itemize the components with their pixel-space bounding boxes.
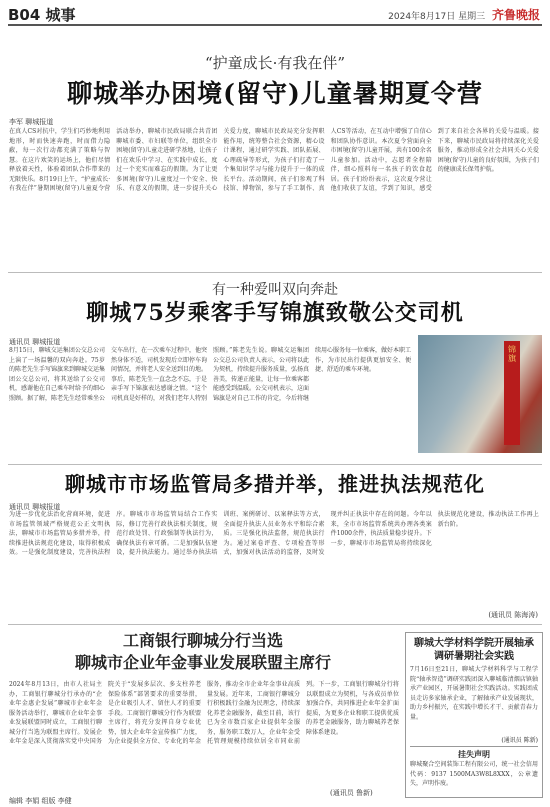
article2-kicker: 有一种爱叫双向奔赴 <box>212 282 338 298</box>
article2-byline: 通讯员 聊城报道 <box>9 338 61 346</box>
divider <box>8 272 542 273</box>
notice-box <box>410 746 538 790</box>
divider <box>8 624 542 625</box>
article1-headline: 聊城举办困境(留守)儿童暑期夏令营 <box>67 79 483 108</box>
article4-headline-line1: 工商银行聊城分行当选 <box>122 631 283 650</box>
article1-byline: 李军 聊城报道 <box>9 118 54 126</box>
article2-body: 8月15日，聊城交运集团公交总公司上演了一场温馨的双向奔赴。75岁的陈老先生手写锦旗来到聊城交运集团公交总公司，将其送给了公交司机，感谢他在自己乘车时给予的细心照顾。据了解，陈老先生经常乘坐公交车出行，在一次乘车过程中，他突然身体不适，司机发现后立即停车询问情况，并将老人安全送到目的地。事后，陈老先生一直念念不忘，于是亲手写下锦旗表达感谢之情。“这个司机真是好样的，对我们老年人特别照顾。”陈老先生说。聊城交运集团公交总公司负责人表示，公司将以此为契机，持续提升服务质量，弘扬真善美，传递正能量，让每一位乘客都能感受到温暖。公交司机表示，这面锦旗是对自己工作的肯定，今后将继续用心服务每一位乘客，做好本职工作，为市民出行提供更加安全、便捷、舒适的乘车环境。 <box>9 347 411 402</box>
article4-body: 2024年8月13日，由市人社局主办，工商银行聊城分行承办的“企业年金惠企发展”聊城市企业年金服务活动举行，聊城市企业年金事业发展联盟同时成立，工商银行聊城分行当选为联盟主席行。发展企业年金是深入贯彻落实党中央国务院关于“发展多层次、多支柱养老保险体系”部署要求的重要举措，是企业吸引人才、留住人才的重要手段。工商银行聊城分行作为联盟主席行，将充分发挥自身专业优势，加大企业年金宣传推广力度，为企业提供全方位、专业化的年金服务，推动全市企业年金事业高质量发展。近年来，工商银行聊城分行积极践行金融为民理念，持续深化养老金融服务，截至目前，该行已为全市数百家企业提供年金服务，服务职工数万人，企业年金受托管理规模持续位居全市同业前列。下一步，工商银行聊城分行将以联盟成立为契机，与各成员单位加强合作，共同推进企业年金扩面提质，为更多企业和职工提供优质的养老金融服务，助力聊城养老保障体系建设。 <box>9 681 399 745</box>
article3-credit: (通讯员 陈海涛) <box>488 611 538 619</box>
newspaper-logo: 齐鲁晚报 <box>491 8 540 22</box>
header-rule <box>8 24 542 26</box>
sidebar-box <box>405 632 543 798</box>
notice-title: 挂失声明 <box>458 749 490 759</box>
sidebar-body: 7月16日至21日，聊城大学材料科学与工程学院“轴承智造”调研实践团深入聊城临清烟店镇轴承产业园区，开展暑期社会实践活动。实践团成员走访多家轴承企业，了解轴承产业发展现状，助力乡村振兴，在实践中增长才干、贡献青春力量。 <box>410 666 538 721</box>
date-line: 2024年8月17日 星期三 <box>388 12 486 22</box>
article3-byline: 通讯员 聊城报道 <box>9 503 61 511</box>
article1-body: 在真人CS对抗中，学生们巧妙地利用地形，时而快速奔跑，时而借力隐蔽，每一次行动都充满了策略与智慧。在这片欢笑的运场上，他们尽情释放着天性，体验着团队合作带来的无限快乐。8月19日上午，“护童成长·有我在伴”暑期困境(留守)儿童夏令营活动举办，聊城市民政局联合共青团聊城市委、市妇联等单位，组织全市困境(留守)儿童走进研学基地，让孩子们在欢乐中学习、在实践中成长，度过一个充实而难忘的假期。为了让更多困境(留守)儿童度过一个安全、快乐、有意义的假期，进一步提升关心关爱力度，聊城市民政局充分发挥职能作用，统筹整合社会资源，精心设计课程，通过研学实践、团队拓展、心理疏导等形式，为孩子们打造了一个集知识学习与能力提升于一体的成长平台。活动期间，孩子们参观了科技馆、博物馆，参与了手工制作、真人CS等活动，在互动中增强了自信心和团队协作意识。本次夏令营面向全市困境(留守)儿童开展，共有100余名儿童参加。活动中，志愿者全程陪伴，细心照料每一名孩子的饮食起居。孩子们纷纷表示，这次夏令营让他们收获了友谊，学到了知识，感受到了来自社会各界的关爱与温暖。接下来，聊城市民政局将持续深化关爱服务，推动形成全社会共同关心关爱困境(留守)儿童的良好氛围，为孩子们的健康成长保驾护航。 <box>9 128 539 192</box>
sidebar-title: 聊城大学材料学院开展轴承调研暑期社会实践 <box>414 638 534 662</box>
article3-headline: 聊城市市场监管局多措并举，推进执法规范化 <box>65 472 485 496</box>
photo-banner-text: 锦旗 <box>508 345 516 363</box>
article4-credit: (通讯员 鲁新) <box>330 789 373 797</box>
notice-body: 聊城聚合空间装饰工程有限公司，统一社会信用代码：9137 1500MA3W8L8XXX，公章遗失，声明作废。 <box>410 761 538 787</box>
divider <box>8 464 542 465</box>
date-and-logo <box>388 6 540 23</box>
article3-body: 为进一步优化法治化营商环境，促进市场监管领域严格规范公正文明执法，聊城市市场监管局多措并举，持续推进执法规范化建设，取得积极成效。一是强化制度建设，完善执法程序。聊城市市场监管局结合工作实际，修订完善行政执法相关制度，规范行政处罚、行政强制等执法行为，确保执法有章可循。二是加强队伍建设，提升执法能力。通过举办执法培训班、案例研讨、以案释法等方式，全面提升执法人员业务水平和综合素质。三是强化执法监督，规范执法行为。通过案卷评查、专项检查等形式，加强对执法活动的监督，及时发现并纠正执法中存在的问题。今年以来，全市市场监管系统共办理各类案件1000余件，执法质量稳步提升。下一步，聊城市市场监管局将持续深化执法规范化建设，推动执法工作再上新台阶。 <box>9 511 539 556</box>
sidebar-credit: (通讯员 陈新) <box>501 737 538 744</box>
article4-headline-line2: 聊城市企业年金事业发展联盟主席行 <box>74 653 331 672</box>
article1-kicker: “护童成长·有我在伴” <box>204 54 346 72</box>
section-label: B04 城事 <box>8 6 76 24</box>
news-photo-banner <box>418 335 542 453</box>
article2-headline: 聊城75岁乘客手写锦旗致敬公交司机 <box>86 300 464 326</box>
footer-editor: 编辑 李娟 组版 李健 <box>9 797 72 805</box>
